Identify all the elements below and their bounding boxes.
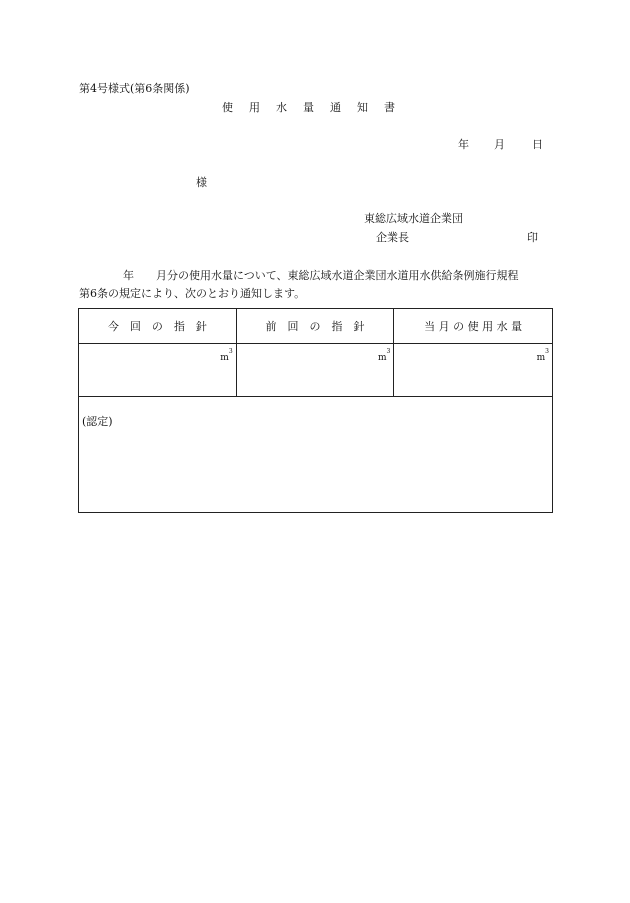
title-char: 水 <box>276 101 287 114</box>
header-current-reading: 今 回 の 指 針 <box>79 309 237 344</box>
notice-body-line: 年 月分の使用水量について、東総広域水道企業団水道用水供給条例施行規程 <box>123 269 519 282</box>
unit-cubic-meter: $m^3$ <box>220 348 233 363</box>
previous-reading-cell <box>236 344 394 397</box>
seal-mark: 印 <box>527 231 538 244</box>
title-char: 通 <box>330 101 341 114</box>
table-certification-row <box>79 397 553 513</box>
recipient-honorific: 様 <box>196 176 207 189</box>
title-char: 使 <box>222 101 233 114</box>
meter-reading-table <box>78 308 553 513</box>
date-line <box>458 138 543 152</box>
table-value-row <box>79 344 553 397</box>
notice-body-line: 第6条の規定により、次のとおり通知します。 <box>79 287 306 300</box>
unit-cubic-meter: $m^3$ <box>536 348 549 363</box>
form-id: 第4号様式(第6条関係) <box>79 82 190 95</box>
date-year-label: 年 <box>458 138 469 151</box>
certification-cell <box>79 397 553 513</box>
current-reading-cell <box>79 344 237 397</box>
date-month-label: 月 <box>494 138 505 151</box>
header-previous-reading: 前 回 の 指 針 <box>236 309 394 344</box>
title-char: 書 <box>384 101 395 114</box>
certification-label: (認定) <box>82 415 113 428</box>
issuer-organization: 東総広域水道企業団 <box>364 212 463 225</box>
title-char: 用 <box>249 101 260 114</box>
title-char: 量 <box>303 101 314 114</box>
issuer-title: 企業長 <box>376 231 409 244</box>
monthly-usage-cell <box>394 344 553 397</box>
unit-cubic-meter: $m^3$ <box>377 348 391 363</box>
header-monthly-usage: 当 月 の 使 用 水 量 <box>394 309 553 344</box>
title-char: 知 <box>357 101 368 114</box>
notice-body <box>79 267 554 303</box>
document-title <box>222 101 395 115</box>
table-header-row <box>79 309 553 344</box>
date-day-label: 日 <box>532 138 543 151</box>
